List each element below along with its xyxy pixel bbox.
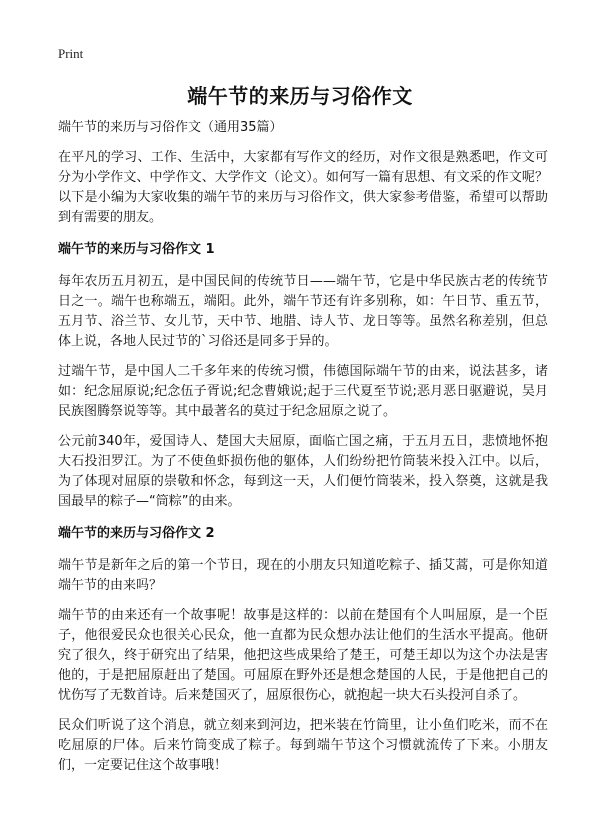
intro-paragraph: 在平凡的学习、工作、生活中，大家都有写作文的经历，对作文很是熟悉吧，作文可分为小学作文、中学作文、大学作文（论文）。如何写一篇有思想、有文采的作文呢？以下是小编为大家收集的端午节的来历与习俗作文，供大家参考借鉴，希望可以帮助到有需要的朋友。 [58, 150, 548, 225]
paragraph: 端午节的由来还有一个故事呢！故事是这样的：以前在楚国有个人叫屈原，是一个臣子，他很爱民众也很关心民众，他一直都为民众想办法让他们的生活水平提高。他研究了很久，终于研究出了结果，他把这些成果给了楚王，可楚王却以为这个办法是害他的，于是把屈原赶出了楚国。可屈原在野外还是想念楚国的人民，于是他把自己的忧伤写了无数首诗。后来楚国灭了，屈原很伤心，就抱起一块大石头投河自杀了。 [58, 608, 548, 703]
page-title: 端午节的来历与习俗作文 [187, 84, 413, 108]
paragraph: 过端午节，是中国人二千多年来的传统习惯，伟德国际端午节的由来，说法甚多，诸如：纪念屈原说;纪念伍子胥说;纪念曹娥说;起于三代夏至节说;恶月恶日驱避说，吴月民族图腾祭说等等。其中最著名的莫过于纪念屈原之说了。 [58, 364, 548, 419]
paragraph: 端午节是新年之后的第一个节日，现在的小朋友只知道吃粽子、插艾蒿，可是你知道端午节的由来吗？ [58, 558, 548, 593]
essay-section-2 [58, 524, 548, 776]
print-link[interactable]: Print [58, 46, 84, 61]
section-heading: 端午节的来历与习俗作文 1 [58, 242, 215, 257]
section-heading: 端午节的来历与习俗作文 2 [58, 526, 215, 541]
essay-section-1 [58, 240, 548, 512]
document-subtitle: 端午节的来历与习俗作文（通用35篇） [58, 120, 283, 135]
document-body [58, 118, 548, 786]
paragraph: 民众们听说了这个消息，就立刻来到河边，把米装在竹筒里，让小鱼们吃米，而不在吃屈原的尸体。后来竹筒变成了粽子。每到端午节这个习惯就流传了下来。小朋友们，一定要记住这个故事哦！ [58, 718, 548, 773]
paragraph: 公元前340年，爱国诗人、楚国大夫屈原，面临亡国之痛，于五月五日，悲愤地怀抱大石投汨罗江。为了不使鱼虾损伤他的躯体，人们纷纷把竹筒装米投入江中。以后，为了体现对屈原的崇敬和怀念，每到这一天，人们便竹筒装米，投入祭奠，这就是我国最早的粽子—“筒粽”的由来。 [58, 434, 548, 509]
paragraph: 每年农历五月初五，是中国民间的传统节日——端午节，它是中华民族古老的传统节日之一。端午也称端五，端阳。此外，端午节还有许多别称，如：午日节、重五节，五月节、浴兰节、女儿节，天中节、地腊、诗人节、龙日等等。虽然名称差别，但总体上说，各地人民过节的`习俗还是同多于异的。 [58, 274, 548, 349]
